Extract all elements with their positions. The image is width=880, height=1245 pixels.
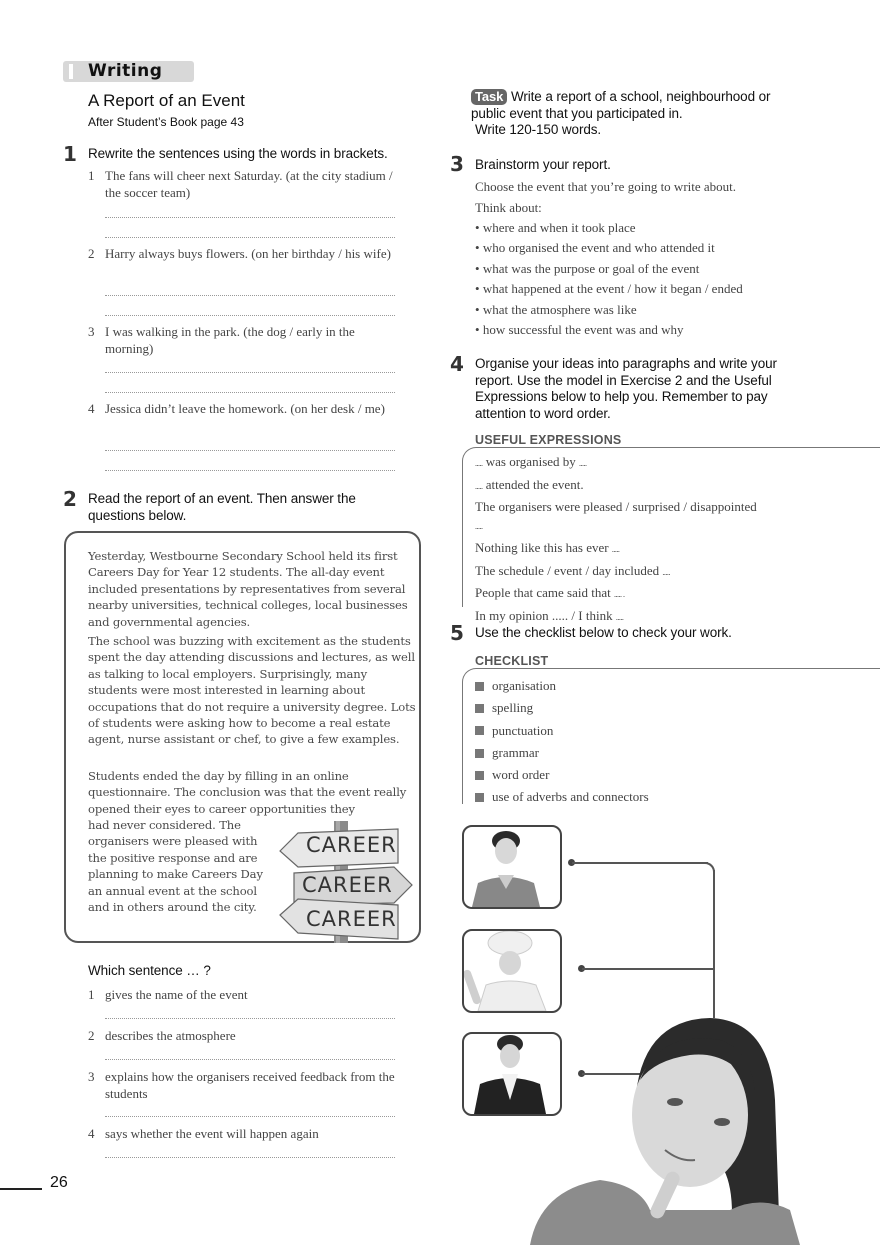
item-number: 3 (88, 324, 95, 339)
reading-text-box (64, 531, 421, 943)
exercise-2-number: 2 (63, 487, 77, 511)
page-number: 26 (50, 1174, 68, 1191)
question-number: 1 (88, 987, 95, 1002)
answer-line[interactable] (105, 315, 395, 316)
bullet-item: • where and when it took place (475, 220, 636, 235)
checklist (475, 675, 775, 809)
photo-nurse (462, 825, 562, 909)
sign-label: CAREER (302, 873, 393, 897)
checklist-item[interactable]: grammar (475, 742, 775, 764)
exercise-1-item (88, 401, 408, 441)
career-signpost-image (276, 821, 416, 943)
answer-line[interactable] (105, 450, 395, 451)
checklist-item[interactable]: word order (475, 764, 775, 786)
answer-line[interactable] (105, 470, 395, 471)
exercise-4-number: 4 (450, 352, 464, 376)
exercise-1-number: 1 (63, 142, 77, 166)
reading-paragraph-3: Students ended the day by filling in an online questionnaire. The conclusion was that the event really opened their eyes to career opportunities they (88, 769, 407, 816)
question-item (88, 1126, 418, 1146)
question-number: 3 (88, 1069, 95, 1084)
question-item (88, 1028, 418, 1048)
photo-chef (462, 929, 562, 1013)
answer-line[interactable] (105, 295, 395, 296)
answer-line[interactable] (105, 1116, 395, 1117)
bullet-item: • how successful the event was and why (475, 322, 684, 338)
exercise-1-item (88, 324, 408, 364)
exercise-3-instruction: Brainstorm your report. (475, 157, 611, 172)
bullet-item: • what was the purpose or goal of the event (475, 260, 700, 276)
checkbox-square-icon[interactable] (475, 771, 484, 780)
question-item (88, 1069, 418, 1105)
exercise-1-instruction: Rewrite the sentences using the words in brackets. (88, 146, 388, 161)
item-text: The fans will cheer next Saturday. (at the city stadium / the soccer team) (105, 168, 393, 200)
expression-item: The organisers were pleased / surprised / disappointed ..... (475, 499, 757, 531)
expression-item: People that came said that ..... . (475, 585, 625, 600)
task-badge: Task (471, 89, 507, 105)
item-number: 1 (88, 168, 95, 183)
reading-paragraph-2: The school was buzzing with excitement as the students spent the day attending discussions and lectures, as well as talking to local employers. Surprisingly, many students were most interested in learning about occupations that do not require a university degree. Lots of students were asking how to become a real estate agent, nurse assistant or chef, to give a few examples. (88, 634, 416, 747)
connector-line (582, 968, 714, 970)
exercise-3-intro: Choose the event that you’re going to write about. (475, 179, 737, 194)
expression-item: In my opinion ..... / I think ..... (475, 607, 624, 623)
reading-paragraph-3-cont: had never considered. The organisers were pleased with the positive response and are planning to make Careers Day an annual event at the school and in others around the city. (88, 818, 263, 915)
answer-line[interactable] (105, 237, 395, 238)
checkbox-square-icon[interactable] (475, 793, 484, 802)
answer-line[interactable] (105, 217, 395, 218)
checklist-item[interactable]: punctuation (475, 720, 775, 742)
answer-line[interactable] (105, 392, 395, 393)
question-text: says whether the event will happen again (105, 1126, 319, 1141)
question-text: describes the atmosphere (105, 1028, 236, 1043)
answer-line[interactable] (105, 1157, 395, 1158)
task-block (471, 89, 791, 122)
checklist-item[interactable]: spelling (475, 697, 775, 719)
section-bar-notch (69, 64, 73, 79)
expression-item: The schedule / event / day included ..... (475, 562, 670, 578)
expression-item: ..... attended the event. (475, 476, 584, 492)
exercise-1-item (88, 246, 408, 286)
task-text: Write a report of a school, neighbourhood or public event that you participated in. (471, 89, 771, 121)
exercise-5-number: 5 (450, 621, 464, 645)
checkbox-square-icon[interactable] (475, 749, 484, 758)
exercise-5-instruction: Use the checklist below to check your work. (475, 625, 732, 640)
exercise-1-item (88, 168, 408, 208)
page-title: A Report of an Event (88, 91, 245, 110)
exercise-3-number: 3 (450, 152, 464, 176)
exercise-3-think: Think about: (475, 200, 542, 215)
expression-item: Nothing like this has ever ..... (475, 540, 620, 555)
question-text: gives the name of the event (105, 987, 248, 1002)
question-item (88, 987, 418, 1007)
page-number-rule (0, 1188, 42, 1190)
connector-line-vertical (713, 870, 715, 1018)
reading-paragraph-1: Yesterday, Westbourne Secondary School held its first Careers Day for Year 12 students. The all-day event included presentations by representatives from several nearby universities, technical colleges, local businesses and governmental agencies. (88, 549, 408, 629)
checkbox-square-icon[interactable] (475, 704, 484, 713)
question-number: 2 (88, 1028, 95, 1043)
answer-line[interactable] (105, 1018, 395, 1019)
expression-item: ..... was organised by ..... (475, 454, 587, 469)
item-number: 4 (88, 401, 95, 416)
thinking-woman-image (530, 1010, 830, 1245)
answer-line[interactable] (105, 1059, 395, 1060)
question-number: 4 (88, 1126, 95, 1141)
checklist-title: CHECKLIST (475, 654, 549, 668)
checkbox-square-icon[interactable] (475, 726, 484, 735)
checklist-item[interactable]: organisation (475, 675, 775, 697)
bullet-item: • who organised the event and who attended it (475, 240, 715, 256)
task-word-count: Write 120-150 words. (475, 122, 602, 137)
checkbox-square-icon[interactable] (475, 682, 484, 691)
bullet-item: • what the atmosphere was like (475, 301, 637, 317)
section-header-bar (63, 61, 194, 82)
questions-heading: Which sentence … ? (88, 963, 211, 978)
item-text: Harry always buys flowers. (on her birthday / his wife) (105, 246, 391, 261)
sign-label: CAREER (306, 907, 397, 931)
exercise-4-instruction: Organise your ideas into paragraphs and write your report. Use the model in Exercise 2 and the Useful Expressions below to help you. Remember to pay attention to word order. (475, 356, 777, 421)
item-text: I was walking in the park. (the dog / early in the morning) (105, 324, 355, 356)
useful-expressions-title: USEFUL EXPRESSIONS (475, 433, 622, 447)
page-subtitle: After Student’s Book page 43 (88, 115, 244, 129)
item-number: 2 (88, 246, 95, 261)
sign-label: CAREER (306, 833, 397, 857)
question-text: explains how the organisers received feedback from the students (105, 1069, 395, 1101)
checklist-item[interactable]: use of adverbs and connectors (475, 786, 775, 808)
exercise-2-instruction: Read the report of an event. Then answer the questions below. (88, 491, 356, 523)
connector-line (572, 862, 708, 864)
brainstorm-bullet-list (475, 218, 835, 340)
bullet-item: • what happened at the event / how it began / ended (475, 281, 743, 297)
answer-line[interactable] (105, 372, 395, 373)
useful-expressions-list (475, 452, 765, 628)
item-text: Jessica didn’t leave the homework. (on her desk / me) (105, 401, 385, 416)
section-label: Writing (88, 61, 163, 81)
